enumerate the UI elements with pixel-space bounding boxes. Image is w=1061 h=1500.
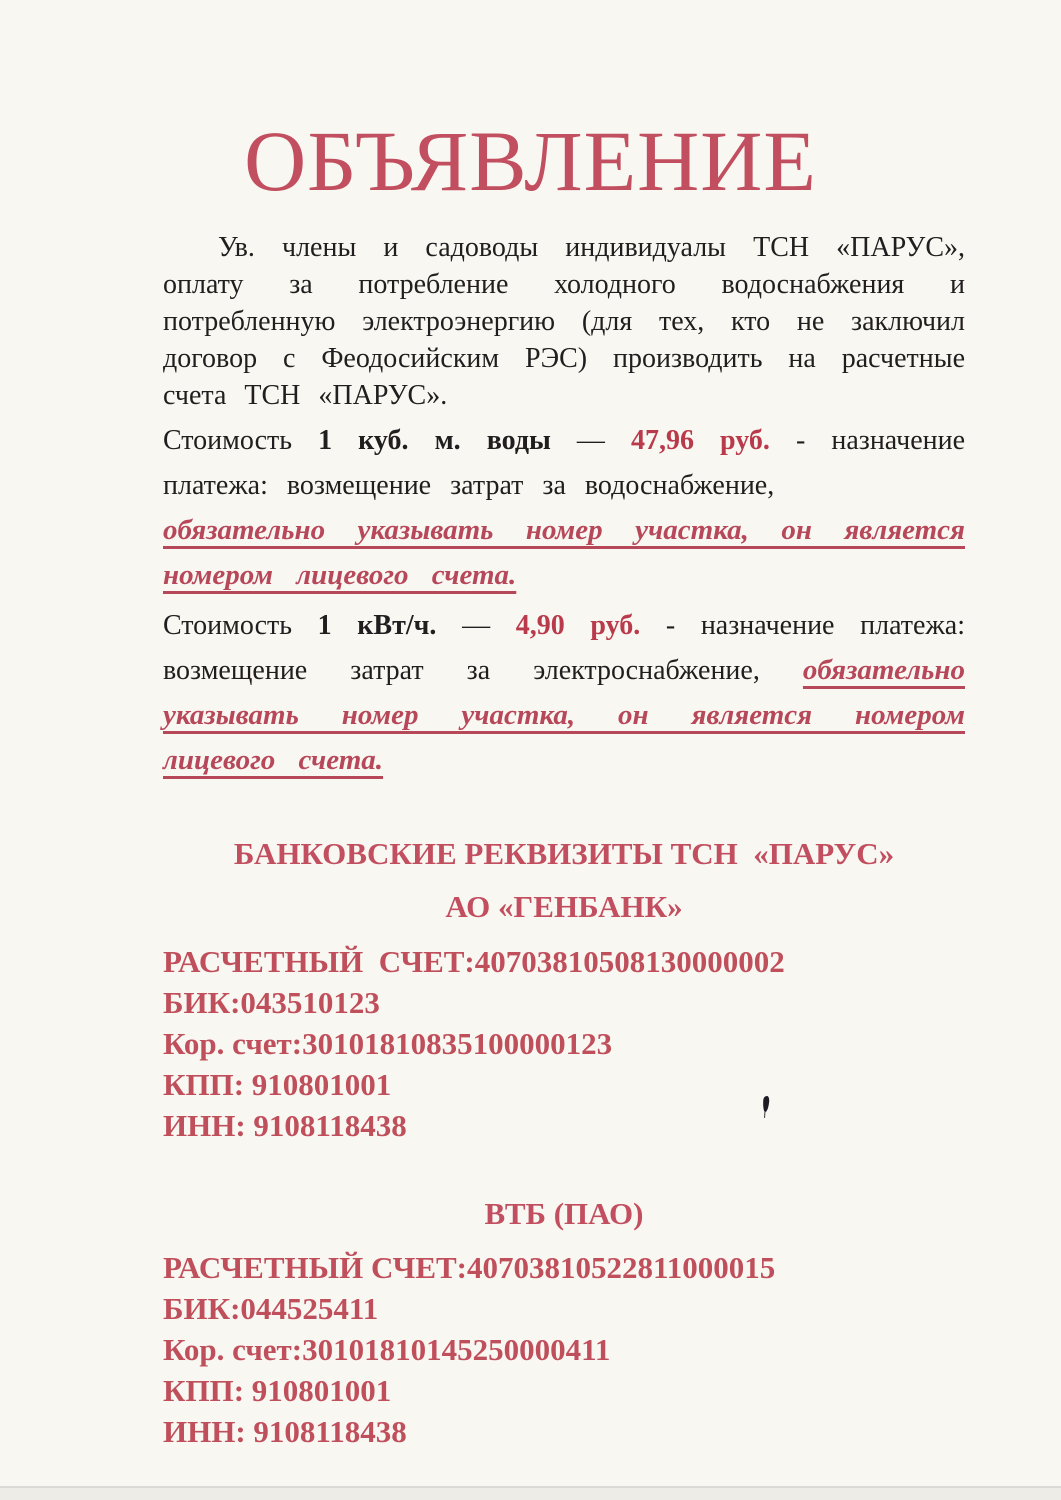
intro-paragraph: Ув. члены и садоводы индивидуалы ТСН «ПАРУС», оплату за потребление холодного водоснабжения и потребленную электроэнергию (для тех, кто не заключил договор с Феодосийским РЭС) производить на расчетные счета ТСН «ПАРУС». xyxy=(163,232,965,412)
electricity-tariff-label: Стоимость xyxy=(163,610,293,642)
electricity-tariff-note: обязательно указывать номер участка, он является номером лицевого счета. xyxy=(163,654,965,777)
water-tariff-purpose: назначение платежа: возмещение затрат за водоснабжение, xyxy=(163,425,966,502)
electricity-tariff-quantity: 1 кВт/ч. xyxy=(317,610,437,642)
document-body xyxy=(0,229,1061,1452)
electricity-tariff-separator: - xyxy=(665,610,676,642)
water-tariff-price: 47,96 руб. xyxy=(630,425,770,457)
page-title: ОБЪЯВЛЕНИЕ xyxy=(244,113,817,209)
bank-detail-line-kpp: КПП: 910801001 xyxy=(163,1373,392,1409)
bank-detail-line-bik: БИК:044525411 xyxy=(163,1291,379,1327)
bank-requisites-heading: БАНКОВСКИЕ РЕКВИЗИТЫ ТСН «ПАРУС» xyxy=(233,836,895,872)
bank-detail-line-inn: ИНН: 9108118438 xyxy=(163,1414,407,1450)
bank-name-vtb: ВТБ (ПАО) xyxy=(484,1196,644,1232)
bank-details-vtb xyxy=(163,1247,965,1452)
bank-detail-line-settlement-account: РАСЧЕТНЫЙ СЧЕТ:40703810508130000002 xyxy=(163,944,785,980)
bank-detail-line-inn: ИНН: 9108118438 xyxy=(163,1108,407,1144)
scan-edge-shadow xyxy=(0,1486,1061,1500)
bank-detail-line-bik: БИК:043510123 xyxy=(163,985,380,1021)
electricity-tariff-paragraph xyxy=(163,603,965,783)
electricity-tariff-dash: — xyxy=(462,610,491,642)
water-tariff-dash: — xyxy=(576,425,605,457)
water-tariff-separator: - xyxy=(795,425,806,457)
bank-name-genbank: АО «ГЕНБАНК» xyxy=(445,889,683,925)
bank-detail-line-corr-account: Кор. счет:30101810145250000411 xyxy=(163,1332,611,1368)
bank-details-genbank xyxy=(163,941,965,1146)
bank-detail-line-kpp: КПП: 910801001 xyxy=(163,1067,392,1103)
water-tariff-paragraph xyxy=(163,418,965,598)
water-tariff-note: обязательно указывать номер участка, он является номером лицевого счета. xyxy=(163,514,965,592)
electricity-tariff-price: 4,90 руб. xyxy=(515,610,641,642)
water-tariff-quantity: 1 куб. м. воды xyxy=(318,425,551,457)
bank-detail-line-corr-account: Кор. счет:30101810835100000123 xyxy=(163,1026,613,1062)
electricity-tariff-purpose: назначение платежа: возмещение затрат за электроснабжение, xyxy=(163,610,965,687)
water-tariff-label: Стоимость xyxy=(163,425,293,457)
bank-detail-line-settlement-account: РАСЧЕТНЫЙ СЧЕТ:40703810522811000015 xyxy=(163,1250,776,1286)
